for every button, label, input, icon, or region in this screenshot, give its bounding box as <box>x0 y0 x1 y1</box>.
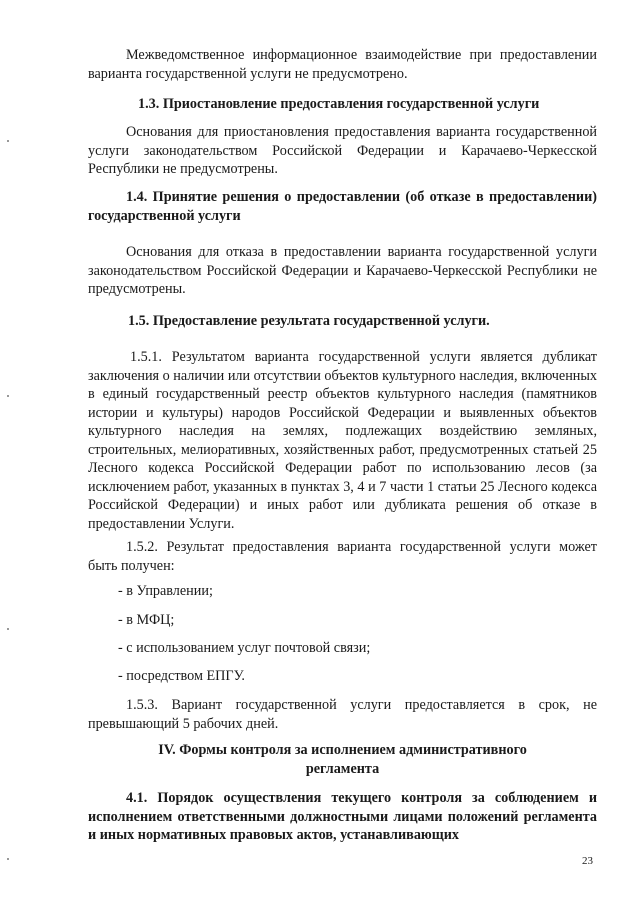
paragraph-4-1: 4.1. Порядок осуществления текущего контроля за соблюдением и исполнением ответственными должностными лицами положений регламента и иных нормативных правовых актов, устанавливающих <box>88 790 597 843</box>
paragraph-1-5-3: 1.5.3. Вариант государственной услуги предоставляется в срок, не превышающий 5 рабочих дней. <box>88 697 597 732</box>
list-item: - в Управлении; <box>118 583 213 599</box>
scan-artifact <box>7 140 9 142</box>
page-number: 23 <box>582 855 593 867</box>
heading-1-3: 1.3. Приостановление предоставления государственной услуги <box>138 96 540 112</box>
paragraph-1-4: Основания для отказа в предоставлении варианта государственной услуги законодательством Российской Федерации и Карачаево-Черкесской Республики не предусмотрены. <box>88 244 597 297</box>
heading-1-5: 1.5. Предоставление результата государственной услуги. <box>128 313 490 329</box>
list-item: - посредством ЕПГУ. <box>118 668 245 684</box>
scan-artifact <box>7 395 9 397</box>
list-item: - в МФЦ; <box>118 612 175 628</box>
scan-artifact <box>7 628 9 630</box>
heading-1-4: 1.4. Принятие решения о предоставлении (об отказе в предоставлении) государственной услуги <box>88 189 597 224</box>
paragraph-1-5-1: 1.5.1. Результатом варианта государственной услуги является дубликат заключения о наличии или отсутствии объектов культурного наследия, включенных в единый государственный реестр объектов культурного наследия (памятников истории и культуры) народов Российской Федерации и выявленных объектов культурного наследия на землях, подлежащих воздействию земляных, строительных, мелиоративных, хозяйственных работ, предусмотренных статьей 25 Лесного кодекса Российской Федерации работ по использованию лесов (за исключением работ, указанных в пунктах 3, 4 и 7 части 1 статьи 25 Лесного кодекса Российской Федерации) и иных работ или дубликата решения об отказе в предоставлении Услуги. <box>88 349 598 532</box>
paragraph-1-5-2: 1.5.2. Результат предоставления варианта государственной услуги может быть получен: <box>88 539 597 574</box>
scan-artifact <box>7 858 9 860</box>
heading-section-iv-line2: регламента <box>305 761 380 777</box>
paragraph-interagency: Межведомственное информационное взаимодействие при предоставлении варианта государственной услуги не предусмотрено. <box>88 47 597 82</box>
list-item: - с использованием услуг почтовой связи; <box>118 640 371 656</box>
heading-section-iv-line1: IV. Формы контроля за исполнением административного <box>158 742 527 758</box>
paragraph-1-3: Основания для приостановления предоставления варианта государственной услуги законодательством Российской Федерации и Карачаево-Черкесской Республики не предусмотрены. <box>88 124 597 177</box>
